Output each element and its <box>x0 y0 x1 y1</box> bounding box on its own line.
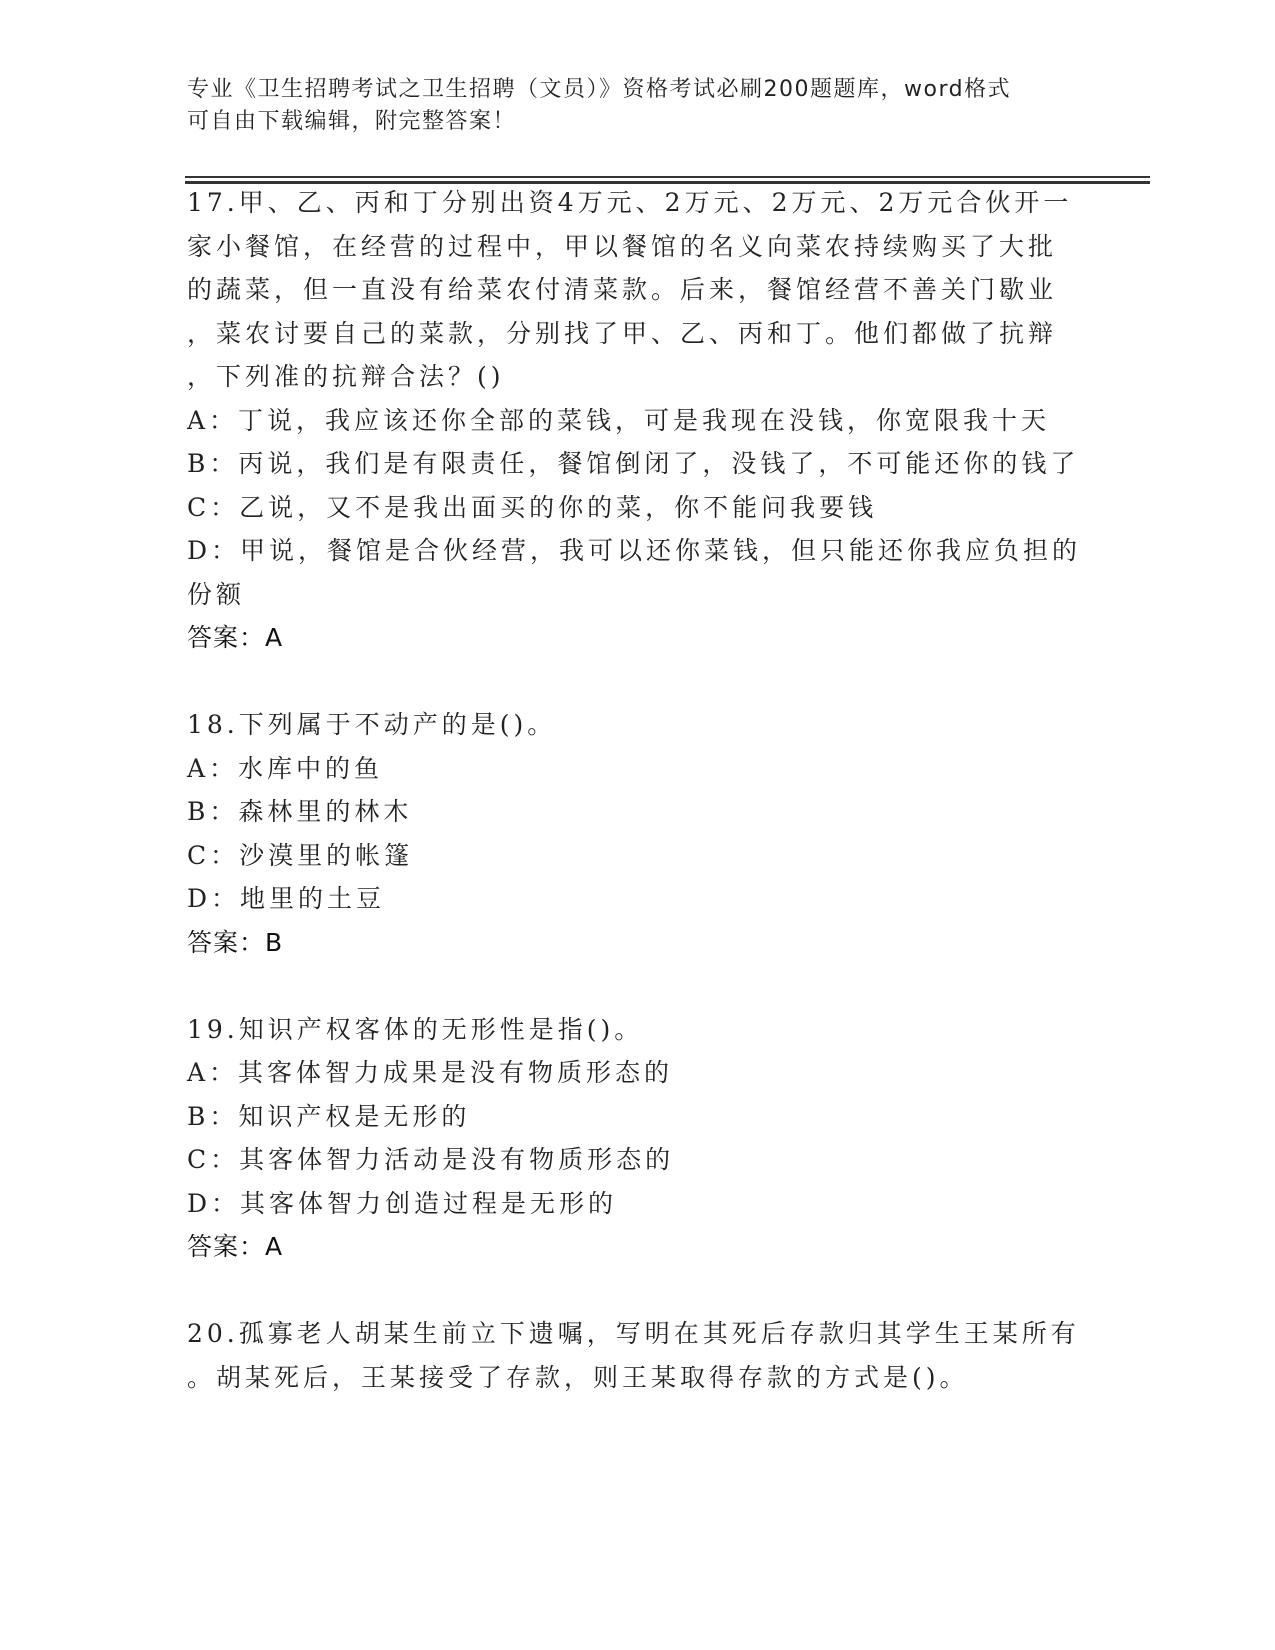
question-17-option-b: B：丙说，我们是有限责任，餐馆倒闭了，没钱了，不可能还你的钱了 <box>187 449 1080 478</box>
question-19-option-d: D：其客体智力创造过程是无形的 <box>187 1189 618 1218</box>
question-18-option-d: D：地里的土豆 <box>187 884 386 913</box>
question-19-option-b: B：知识产权是无形的 <box>187 1102 471 1131</box>
question-18-option-a: A：水库中的鱼 <box>187 754 384 783</box>
question-17-stem-line: ，下列准的抗辩合法？() <box>187 362 505 391</box>
header-divider-thin <box>185 176 1150 178</box>
question-20-stem-line: 20.孤寡老人胡某生前立下遗嘱，写明在其死后存款归其学生王某所有 <box>187 1319 1080 1348</box>
question-19-stem-line: 19.知识产权客体的无形性是指()。 <box>187 1015 644 1044</box>
header-line-1: 专业《卫生招聘考试之卫生招聘（文员）》资格考试必刷200题题库，word格式 <box>187 77 1012 102</box>
question-20-stem-line: 。胡某死后，王某接受了存款，则王某取得存款的方式是()。 <box>187 1363 969 1392</box>
question-19-option-c: C：其客体智力活动是没有物质形态的 <box>187 1145 675 1174</box>
question-17-stem-line: 的蔬菜，但一直没有给菜农付清菜款。后来，餐馆经营不善关门歇业 <box>187 275 1058 304</box>
question-17-stem-line: 17.甲、乙、丙和丁分别出资4万元、2万元、2万元、2万元合伙开一 <box>187 188 1073 217</box>
question-18-answer: 答案：B <box>187 928 284 957</box>
header-divider-thick <box>185 181 1150 184</box>
question-17-option-d-continued: 份额 <box>187 580 246 609</box>
question-18-stem-line: 18.下列属于不动产的是()。 <box>187 710 557 739</box>
question-17-option-d: D：甲说，餐馆是合伙经营，我可以还你菜钱，但只能还你我应负担的 <box>187 536 1082 565</box>
question-17-option-a: A：丁说，我应该还你全部的菜钱，可是我现在没钱，你宽限我十天 <box>187 406 1051 435</box>
document-header <box>187 74 1067 138</box>
question-17-answer: 答案：A <box>187 623 284 652</box>
question-18-option-b: B：森林里的林木 <box>187 797 413 826</box>
question-19-option-a: A：其客体智力成果是没有物质形态的 <box>187 1058 674 1087</box>
question-18-option-c: C：沙漠里的帐篷 <box>187 841 414 870</box>
question-17-stem-line: 家小餐馆，在经营的过程中，甲以餐馆的名义向菜农持续购买了大批 <box>187 232 1058 261</box>
question-17-stem-line: ，菜农讨要自己的菜款，分别找了甲、乙、丙和丁。他们都做了抗辩 <box>187 319 1058 348</box>
header-line-2: 可自由下载编辑，附完整答案！ <box>187 109 517 134</box>
question-19-answer: 答案：A <box>187 1232 284 1261</box>
question-17-option-c: C：乙说，又不是我出面买的你的菜，你不能问我要钱 <box>187 493 878 522</box>
